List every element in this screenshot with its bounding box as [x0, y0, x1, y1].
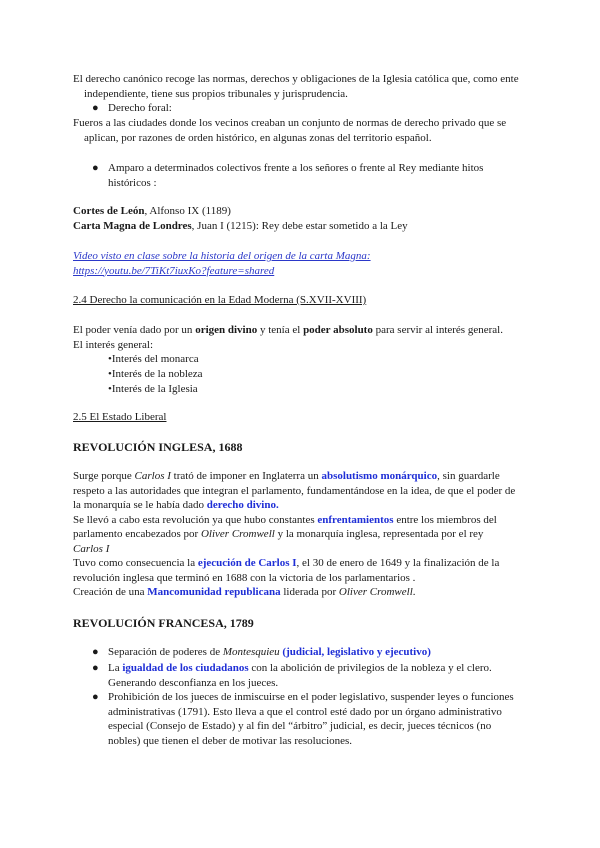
carta-magna: Carta Magna de Londres, Juan I (1215): Rey debe estar sometido a la Ley [73, 220, 408, 232]
interes-list [108, 352, 408, 397]
video-note: Video visto en clase sobre la historia del origen de la carta Magna: https://youtu.be/7TiKt7iuxKo?feature=shared [73, 250, 371, 277]
title-revolucion-francesa: REVOLUCIÓN FRANCESA, 1789 [73, 616, 254, 630]
paragraph-derecho-canonico: El derecho canónico recoge las normas, derechos y obligaciones de la Iglesia católica que, como ente independiente, tiene sus propios tribunales y jurisprudencia. [73, 73, 519, 100]
bullet-amparo: ● Amparo a determinados colectivos frente a los señores o frente al Rey mediante hitos históricos : [92, 162, 484, 189]
list-item: • Interés del monarca [108, 352, 408, 367]
cortes-de-leon: Cortes de León, Alfonso IX (1189) [73, 205, 231, 217]
bullet-igualdad: ● La igualdad de los ciudadanos con la abolición de privilegios de la nobleza y el clero. Generando desconfianza en los jueces. [92, 662, 492, 689]
paragraph-poder: El poder venía dado por un origen divino y tenía el poder absoluto para servir al interés general. El interés general: [73, 324, 503, 351]
bullet-separacion-poderes: ● Separación de poderes de Montesquieu (judicial, legislativo y ejecutivo) [92, 646, 431, 658]
bullet-prohibicion-jueces: ● Prohibición de los jueces de inmiscuirse en el poder legislativo, suspender leyes o funciones administrativas (1791). Esto lleva a que el control esté dado por un órgano administrativo especial (Consejo de Estado) y al fin del “árbitro” judicial, es decir, jueces técnicos (no nobles) que tienen el deber de motivar las resoluciones. [92, 691, 514, 747]
heading-2-4: 2.4 Derecho la comunicación en la Edad Moderna (S.XVII-XVIII) [73, 294, 367, 306]
bullet-dot-icon: ● [92, 646, 99, 658]
bullet-dot-icon: ● [92, 102, 99, 114]
paragraph-revolucion-inglesa: Surge porque Carlos I trató de imponer en Inglaterra un absolutismo monárquico, sin guardarle respeto a las autoridades que integran el parlamento, fundamentándose en la idea, de que el poder de la monarquía se le había dado derecho divino. Se llevó a cabo esta revolución ya que hubo constantes enfrentamientos entre los miembros del parlamento encabezados por Oliver Cromwell y la monarquía inglesa, representada por el rey Carlos I Tuvo como consecuencia la ejecución de Carlos I, el 30 de enero de 1649 y la finalización de la revolución inglesa que terminó en 1688 con la victoria de los parlamentarios . Creación de una Mancomunidad republicana liderada por Oliver Cromwell. [73, 470, 516, 598]
bullet-dot-icon: ● [92, 662, 99, 674]
list-item: • Interés de la nobleza [108, 367, 408, 382]
bullet-dot-icon: ● [92, 691, 99, 703]
bullet-derecho-foral: ● Derecho foral: [92, 102, 172, 114]
heading-2-5: 2.5 El Estado Liberal [73, 411, 167, 423]
paragraph-fueros: Fueros a las ciudades donde los vecinos creaban un conjunto de normas de derecho privado que se aplican, por razones de orden histórico, en algunas zonas del territorio español. [73, 117, 507, 144]
bullet-dot-icon: ● [92, 162, 99, 174]
list-item: • Interés de la Iglesia [108, 382, 408, 397]
video-link[interactable]: https://youtu.be/7TiKt7iuxKo?feature=shared [73, 264, 275, 277]
title-revolucion-inglesa: REVOLUCIÓN INGLESA, 1688 [73, 440, 243, 454]
